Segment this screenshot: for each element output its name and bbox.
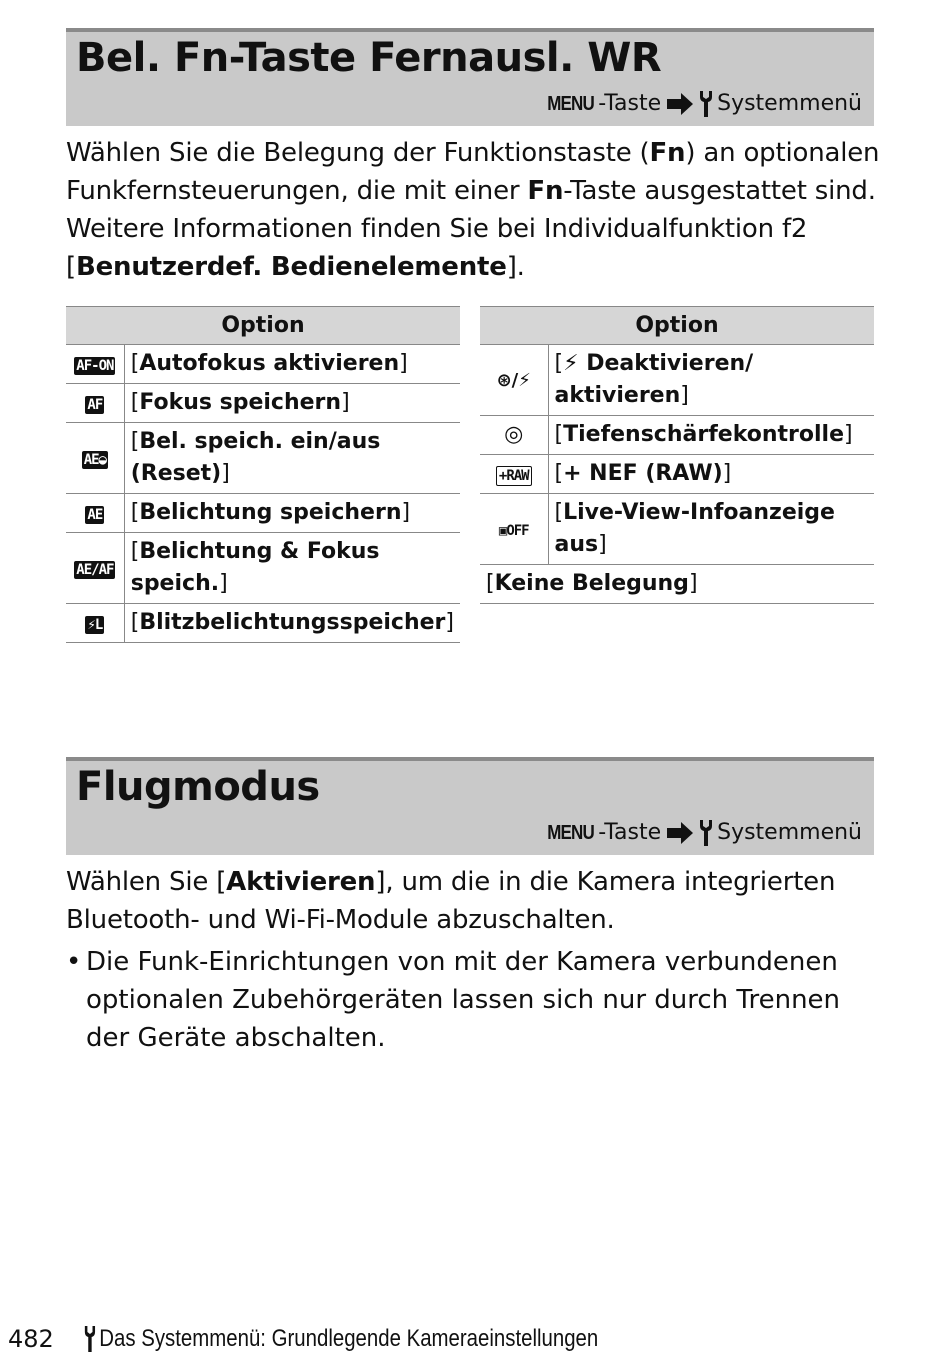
page-footer [8,1322,689,1356]
options-table-right [480,306,874,604]
para-text: -Taste ausgestattet sind. Weitere Informationen finden Sie bei Individualfunktion f2 [ [66,176,876,282]
af-lock-icon: AF [87,397,103,413]
para-text: Wählen Sie [ [66,867,227,897]
table-row: ⚡L [Blitzbelichtungsspeicher] [66,604,460,643]
menu-path [539,819,862,847]
option-label: Blitzbelichtungsspeicher [139,610,446,635]
table-row: AE◒ [Bel. speich. ein/aus (Reset)] [66,423,460,494]
menu-path [539,90,862,118]
table-row: AE [Belichtung speichern] [66,494,460,533]
table-row: [Keine Belegung] [480,565,874,604]
para-text: ]. [506,252,525,282]
section1-description [66,134,886,286]
option-label: Keine Belegung [494,571,689,596]
table-row: ▣OFF [Live-View-Infoanzeige aus] [480,494,874,565]
option-label: Tiefenschärfekontrolle [563,422,845,447]
table-row: ⊛/⚡ [⚡ Deaktivieren/ aktivieren] [480,345,874,416]
table-row: AE/AF [Belichtung & Fokus speich.] [66,533,460,604]
flash-disable-icon: ⊛/⚡ [496,369,531,391]
bullet-item [66,943,886,1057]
wrench-icon [699,91,713,117]
para-text: Wählen Sie die Belegung der Funktionstaste ( [66,138,650,168]
plus-raw-icon: +RAW [496,466,532,486]
section-header-fn-remote [66,28,874,126]
para-bold: Benutzerdef. Bedienelemente [75,252,507,282]
para-text: ], um die in die Kamera integrierten Bluetooth- und Wi-Fi-Module abzuschalten. [66,867,836,935]
table-header: Option [66,307,460,345]
menu-key-suffix: -Taste [598,820,662,845]
ae-lock-icon: AE [87,507,103,523]
option-label: + NEF (RAW) [563,461,723,486]
page-number: 482 [8,1325,54,1353]
options-table-left [66,306,460,643]
table-row: AF [Fokus speichern] [66,384,460,423]
arrow-right-icon [667,93,693,115]
footer-title [84,1322,598,1356]
option-label: Belichtung & Fokus speich. [130,539,380,596]
table-header: Option [480,307,874,345]
menu-key-suffix: -Taste [598,91,662,116]
menu-target-label: Systemmenü [717,820,862,845]
section-title: Flugmodus [76,764,320,810]
wrench-icon [84,1326,96,1352]
option-label: ⚡ Deaktivieren/ aktivieren [554,351,754,408]
para-bold: Aktivieren [226,867,376,897]
wrench-icon [699,820,713,846]
table-row: +RAW [+ NEF (RAW)] [480,455,874,494]
fv-lock-icon: ⚡L [87,617,103,633]
depth-of-field-preview-icon: ◎ [504,422,524,447]
bullet-text: Die Funk-Einrichtungen von mit der Kamera verbundenen optionalen Zubehörgeräten lassen sich nur durch Trennen der Geräte abschalten. [86,947,841,1053]
section-title: Bel. Fn-Taste Fernausl. WR [76,35,662,81]
option-label: Bel. speich. ein/aus (Reset) [130,429,381,486]
info-display-off-icon: ▣OFF [498,523,529,539]
table-row: AF-ON [Autofokus aktivieren] [66,345,460,384]
option-label: Autofokus aktivieren [139,351,400,376]
menu-key-label: MENU [547,93,595,115]
menu-key-label: MENU [547,822,595,844]
option-label: Fokus speichern [139,390,342,415]
para-bold: Fn [527,176,564,206]
arrow-right-icon [667,822,693,844]
footer-title-text: Das Systemmenü: Grundlegende Kameraeinstellungen [99,1325,599,1352]
ae-lock-hold-icon: AE◒ [83,452,106,468]
para-text: ) an optionalen Funkfernsteuerungen, die mit einer [66,138,880,206]
section2-description [66,863,886,939]
para-bold: Fn [649,138,686,168]
af-on-icon: AF-ON [76,358,114,374]
table-row: ◎ [Tiefenschärfekontrolle] [480,416,874,455]
option-label: Belichtung speichern [139,500,402,525]
menu-target-label: Systemmenü [717,91,862,116]
section-header-flight-mode [66,757,874,855]
ae-af-lock-icon: AE/AF [76,562,114,578]
option-label: Live-View-Infoanzeige aus [554,500,835,557]
bullet-dot: • [66,947,82,977]
